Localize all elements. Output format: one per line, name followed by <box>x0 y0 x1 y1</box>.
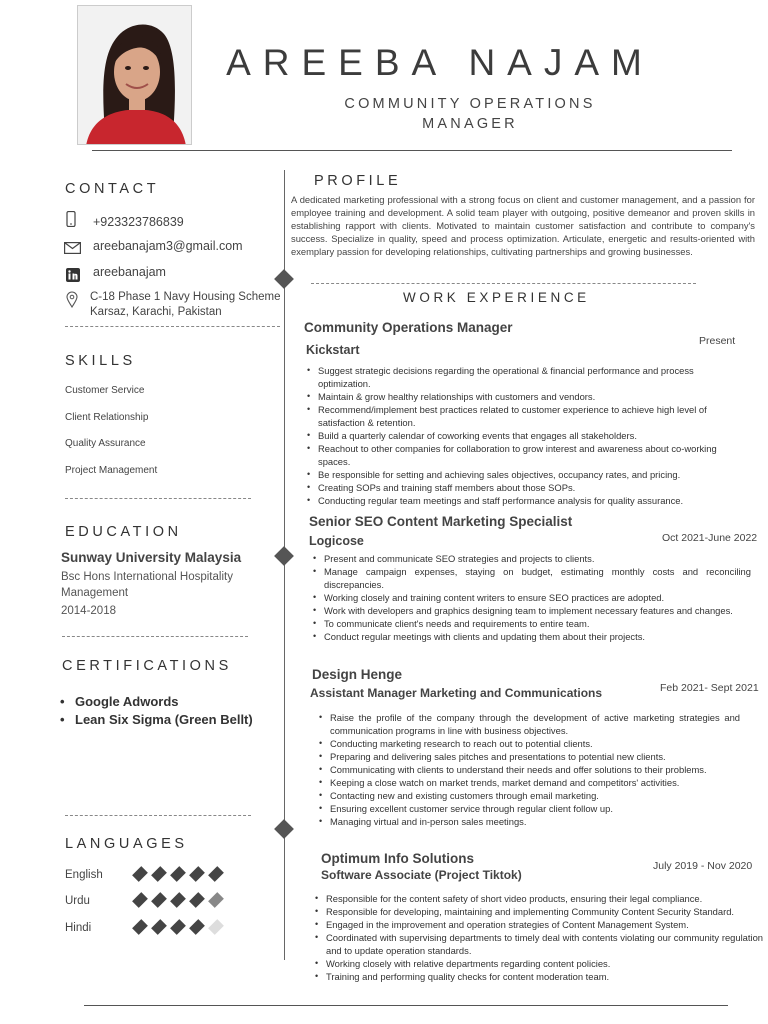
job-bullet-item: • Ensuring excellent customer service through regular client follow up. <box>318 802 740 815</box>
certification-item: • Google Adwords <box>60 693 253 711</box>
job-bullet-item: • Reachout to other companies for collaboration to grow interest and awareness about co-working spaces. <box>306 442 748 468</box>
job-company: Assistant Manager Marketing and Communications <box>310 686 603 700</box>
job-title: Community Operations Manager <box>304 320 513 335</box>
section-divider <box>62 636 248 637</box>
rating-diamond <box>189 919 205 935</box>
rating-diamond <box>151 892 167 908</box>
job-company: Kickstart <box>306 343 360 357</box>
headline-title-line2: MANAGER <box>422 116 518 132</box>
rating-diamond <box>132 866 148 882</box>
education-degree <box>61 569 233 601</box>
certifications-list <box>60 693 253 729</box>
rating-diamond <box>189 892 205 908</box>
rating-diamond <box>208 866 224 882</box>
language-rating <box>133 894 223 906</box>
footer-divider <box>84 1005 728 1006</box>
headline-title <box>330 94 610 134</box>
language-rating <box>133 868 223 880</box>
job-bullet-item: • Conducting marketing research to reach out to potential clients. <box>318 737 740 750</box>
job-bullets <box>318 711 740 828</box>
education-heading: EDUCATION <box>65 524 182 540</box>
certification-item: • Lean Six Sigma (Green Bellt) <box>60 711 253 729</box>
job-bullet-item: • Responsible for developing, maintaining and implementing Community Content Security Standard. <box>314 905 763 918</box>
timeline-diamond <box>274 546 294 566</box>
header-divider <box>92 150 732 151</box>
job-bullet-item: • Contacting new and existing customers through email marketing. <box>318 789 740 802</box>
job-bullet-item: • Conduct regular meetings with clients and updating them about their projects. <box>312 630 751 643</box>
rating-diamond <box>170 866 186 882</box>
job-company: Logicose <box>309 534 364 548</box>
rating-diamond <box>132 919 148 935</box>
section-divider <box>65 326 280 327</box>
profile-heading: PROFILE <box>314 173 402 189</box>
candidate-name: AREEBA NAJAM <box>226 42 654 83</box>
rating-diamond <box>208 892 224 908</box>
job-bullet-item: • Maintain & grow healthy relationships with customers and vendors. <box>306 390 748 403</box>
skills-heading: SKILLS <box>65 353 136 369</box>
rating-diamond <box>170 892 186 908</box>
languages-heading: LANGUAGES <box>65 836 188 852</box>
job-date: Oct 2021-June 2022 <box>662 532 758 544</box>
contact-address-line2: Karsaz, Karachi, Pakistan <box>90 306 222 318</box>
job-bullet-item: • Raise the profile of the company through the development of active marketing strategies and communication programs in line with business objectives. <box>318 711 740 737</box>
job-bullet-item: • Build a quarterly calendar of coworking events that engages all stakeholders. <box>306 429 748 442</box>
job-bullet-item: • Suggest strategic decisions regarding the operational & financial performance and process optimization. <box>306 364 748 390</box>
contact-email[interactable]: areebanajam3@gmail.com <box>93 239 243 253</box>
job-company: Software Associate (Project Tiktok) <box>321 868 522 882</box>
job-bullet-item: • Be responsible for setting and achieving sales objectives, occupancy rates, and pricing. <box>306 468 748 481</box>
contact-address <box>90 290 281 320</box>
job-bullet-item: • Responsible for the content safety of short video products, ensuring their legal compliance. <box>314 892 763 905</box>
job-title: Design Henge <box>312 667 403 682</box>
job-bullet-item: • Conducting regular team meetings and staff performance analysis for quality assurance. <box>306 494 748 507</box>
rating-diamond <box>132 892 148 908</box>
section-divider <box>311 283 696 284</box>
job-bullet-item: • Managing virtual and in-person sales meetings. <box>318 815 740 828</box>
language-name: Urdu <box>65 895 90 907</box>
contact-phone[interactable]: +923323786839 <box>93 215 184 229</box>
contact-heading: CONTACT <box>65 181 160 197</box>
experience-heading: WORK EXPERIENCE <box>403 290 590 305</box>
phone-icon <box>65 211 77 232</box>
timeline-diamond <box>274 269 294 289</box>
certifications-heading: CERTIFICATIONS <box>62 658 232 674</box>
skill-item: Project Management <box>65 465 158 476</box>
section-divider <box>65 815 251 816</box>
timeline-diamond <box>274 819 294 839</box>
job-bullets <box>312 552 751 643</box>
job-date: Feb 2021- Sept 2021 <box>660 682 759 694</box>
portrait-image <box>78 6 192 145</box>
contact-linkedin[interactable]: areebanajam <box>93 265 166 279</box>
job-bullet-item: • Keeping a close watch on market trends, market demand and competitors' activities. <box>318 776 740 789</box>
language-name: Hindi <box>65 922 92 934</box>
skill-item: Quality Assurance <box>65 438 146 449</box>
job-bullet-item: • Work with developers and graphics designing team to implement necessary features and changes. <box>312 604 751 617</box>
job-bullet-item: • Training and performing quality checks for content moderation team. <box>314 970 763 983</box>
language-rating <box>133 921 223 933</box>
profile-summary: A dedicated marketing professional with a strong focus on client and customer management, and a passion for employee training and development. A solid team player with outgoing, positive demeanor and proven skills in establishing rapport with clients. Motivated to maintain customer satisfaction and contribute to company's success. Specialize in quality, speed and process optimization. Articulate, energetic and results-oriented with exemplary passion for developing relationships, cultivating partnerships and growing businesses. <box>291 194 755 257</box>
job-bullet-item: • Coordinated with supervising departments to timely deal with contents violating our community regulation and to update operation standards. <box>314 931 763 957</box>
language-name: English <box>65 869 103 881</box>
location-pin-icon <box>66 291 78 313</box>
job-bullet-item: • Preparing and delivering sales pitches and presentations to potential new clients. <box>318 750 740 763</box>
linkedin-icon <box>66 268 80 287</box>
education-university: Sunway University Malaysia <box>61 550 242 565</box>
rating-diamond <box>208 919 224 935</box>
rating-diamond <box>189 866 205 882</box>
job-bullets <box>314 892 763 983</box>
job-date: July 2019 - Nov 2020 <box>653 860 753 872</box>
job-bullet-item: • Present and communicate SEO strategies and projects to clients. <box>312 552 751 565</box>
job-title: Senior SEO Content Marketing Specialist <box>309 514 573 529</box>
job-date: Present <box>699 335 736 347</box>
job-bullet-item: • Creating SOPs and training staff members about those SOPs. <box>306 481 748 494</box>
rating-diamond <box>151 866 167 882</box>
rating-diamond <box>151 919 167 935</box>
section-divider <box>65 498 251 499</box>
email-icon <box>64 241 81 259</box>
profile-photo <box>77 5 192 145</box>
job-bullet-item: • Engaged in the improvement and operation strategies of Content Management System. <box>314 918 763 931</box>
headline-title-line1: COMMUNITY OPERATIONS <box>344 96 596 112</box>
job-bullets <box>306 364 748 507</box>
education-years: 2014-2018 <box>61 605 116 617</box>
job-bullet-item: • Recommend/implement best practices related to customer experience to achieve high level of satisfaction & retention. <box>306 403 748 429</box>
job-bullet-item: • To communicate client's needs and requirements to entire team. <box>312 617 751 630</box>
skill-item: Customer Service <box>65 385 145 396</box>
rating-diamond <box>170 919 186 935</box>
job-title: Optimum Info Solutions <box>321 851 474 866</box>
contact-address-line1: C-18 Phase 1 Navy Housing Scheme <box>90 291 281 303</box>
skill-item: Client Relationship <box>65 412 149 423</box>
job-bullet-item: • Communicating with clients to understand their needs and offer solutions to their problems. <box>318 763 740 776</box>
job-bullet-item: • Working closely and training content writers to ensure SEO practices are adopted. <box>312 591 751 604</box>
education-degree-line1: Bsc Hons International Hospitality <box>61 571 233 583</box>
job-bullet-item: • Working closely with relative departments regarding content policies. <box>314 957 763 970</box>
education-degree-line2: Management <box>61 587 129 599</box>
job-bullet-item: • Manage campaign expenses, staying on budget, estimating monthly costs and reconciling discrepancies. <box>312 565 751 591</box>
